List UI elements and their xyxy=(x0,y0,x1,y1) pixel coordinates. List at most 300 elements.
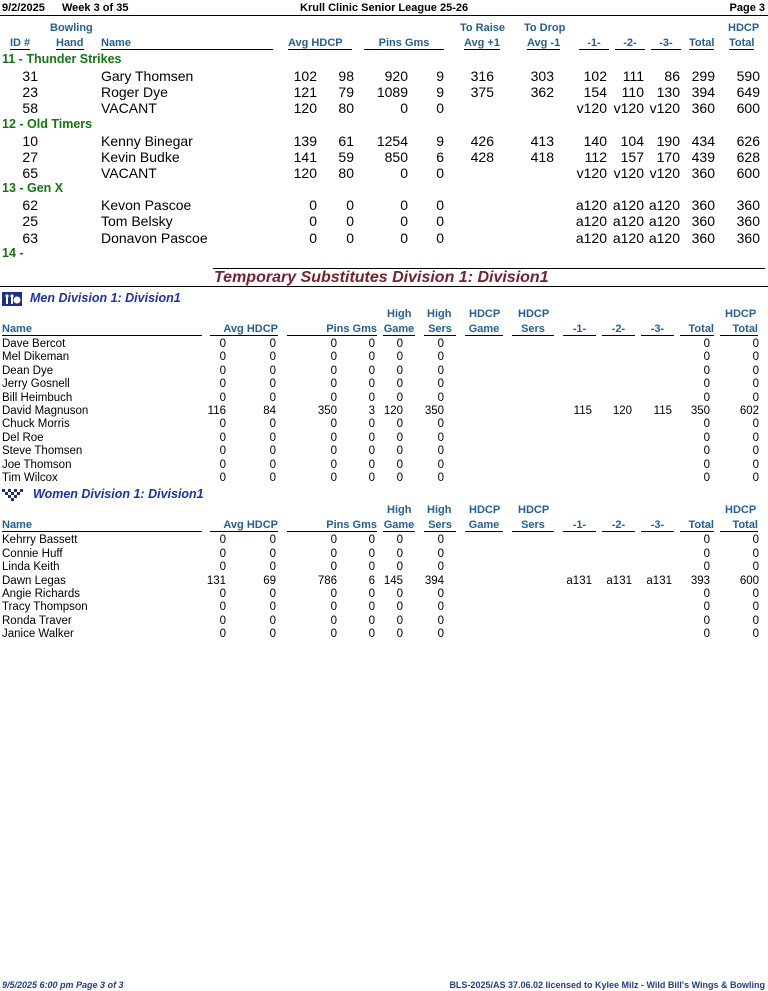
col-hand: Hand xyxy=(56,37,84,49)
bowler-id: 27 xyxy=(22,148,38,165)
sub-games: 0 xyxy=(368,561,375,574)
col-game2: -2- xyxy=(602,519,635,532)
game3-score: 190 xyxy=(656,132,680,149)
sub-pins: 0 xyxy=(330,351,337,364)
col-total: Total xyxy=(689,37,715,49)
bowler-name: VACANT xyxy=(101,165,157,181)
game3-score: 86 xyxy=(664,68,680,84)
sub-total: 350 xyxy=(690,405,710,417)
section-title: Men Division 1: Division1 xyxy=(30,291,181,305)
bowler-average: 0 xyxy=(309,213,317,230)
sub-handicap: 0 xyxy=(269,588,276,600)
bowler-games: 9 xyxy=(436,68,444,84)
bowler-id: 23 xyxy=(22,84,38,101)
col-hdcp-total: Total xyxy=(720,519,758,532)
sub-name: Joe Thomson xyxy=(2,458,72,471)
bowler-pins: 0 xyxy=(400,197,408,214)
sub-handicap: 0 xyxy=(269,561,276,574)
col-id: ID # xyxy=(10,37,31,49)
game2-score: v120 xyxy=(613,100,644,117)
sub-name: Steve Thomsen xyxy=(2,445,83,458)
sub-total: 0 xyxy=(703,364,710,377)
sub-pins: 0 xyxy=(330,418,337,431)
bowler-id: 63 xyxy=(22,229,38,246)
sub-handicap-total: 0 xyxy=(752,534,759,547)
sub-total: 0 xyxy=(703,378,710,391)
sub-high-game: 0 xyxy=(396,351,403,364)
sub-name: Tim Wilcox xyxy=(2,472,58,484)
sub-handicap-total: 0 xyxy=(752,561,759,574)
sub-games: 0 xyxy=(368,534,375,547)
handicap-total: 360 xyxy=(736,197,760,214)
sub-name: Bill Heimbuch xyxy=(2,391,73,404)
sub-average: 0 xyxy=(219,418,226,431)
sub-high-series: 0 xyxy=(437,601,444,614)
sub-high-game: 0 xyxy=(396,561,403,574)
col-name: Name xyxy=(101,37,273,50)
bowler-average: 120 xyxy=(293,165,317,181)
bowler-pins: 920 xyxy=(384,68,408,84)
sub-pins: 0 xyxy=(330,338,337,350)
sub-name: Jerry Gosnell xyxy=(2,378,70,391)
game3-score: 130 xyxy=(656,84,680,101)
sub-high-series: 0 xyxy=(437,588,444,600)
bowler-name: Kenny Binegar xyxy=(101,132,193,149)
bowler-pins: 1254 xyxy=(376,132,408,149)
sub-name: Kehrry Bassett xyxy=(2,534,78,547)
to-raise-value: 426 xyxy=(470,132,494,149)
sub-pins: 0 xyxy=(330,561,337,574)
sub-game3: 115 xyxy=(653,405,672,417)
sub-name: Janice Walker xyxy=(2,628,74,641)
sub-average: 0 xyxy=(219,601,226,614)
col-hdcp-total: Total xyxy=(720,323,758,336)
sub-name: Angie Richards xyxy=(2,588,80,600)
bowler-pins: 0 xyxy=(400,165,408,181)
sub-name: Dean Dye xyxy=(2,364,54,377)
team-header: 14 - xyxy=(2,245,24,260)
bowler-name: Kevin Budke xyxy=(101,148,180,165)
sub-total: 0 xyxy=(703,601,710,614)
game1-score: 102 xyxy=(583,68,607,84)
col-high-sers: Sers xyxy=(424,519,456,532)
sub-pins: 0 xyxy=(330,601,337,614)
sub-pins: 0 xyxy=(330,458,337,471)
col-game3: -3- xyxy=(651,37,681,50)
sub-games: 0 xyxy=(368,588,375,600)
sub-pins: 0 xyxy=(330,391,337,404)
sub-handicap: 0 xyxy=(269,601,276,614)
series-total: 299 xyxy=(691,68,715,84)
sub-games: 0 xyxy=(368,458,375,471)
sub-game3: a131 xyxy=(646,574,672,587)
sub-handicap-total: 0 xyxy=(752,547,759,560)
game2-score: a120 xyxy=(612,213,644,230)
bowler-pins: 0 xyxy=(400,100,408,117)
handicap-total: 649 xyxy=(736,84,760,101)
game1-score: 154 xyxy=(583,84,607,101)
col-to-drop: To Drop xyxy=(524,22,566,34)
sub-high-game: 0 xyxy=(396,472,403,484)
col-high-sers: Sers xyxy=(424,323,456,336)
sub-handicap-total: 0 xyxy=(752,391,759,404)
sub-total: 0 xyxy=(703,472,710,484)
game2-score: 110 xyxy=(621,84,644,101)
bowler-handicap: 59 xyxy=(338,148,354,165)
sub-high-series: 0 xyxy=(437,364,444,377)
series-total: 394 xyxy=(691,84,715,101)
week-label: Week 3 of 35 xyxy=(62,2,129,14)
sub-average: 0 xyxy=(219,614,226,627)
col-bowling: Bowling xyxy=(50,22,93,34)
handicap-total: 360 xyxy=(736,229,760,246)
bowler-id: 58 xyxy=(22,100,38,117)
sub-average: 116 xyxy=(207,405,226,417)
sub-high-game: 0 xyxy=(396,391,403,404)
sub-high-series: 350 xyxy=(424,405,444,417)
sub-name: Chuck Morris xyxy=(2,418,70,431)
sub-handicap: 0 xyxy=(269,431,276,444)
sub-high-series: 0 xyxy=(437,472,444,484)
bowler-pins: 850 xyxy=(384,148,408,165)
sub-handicap-total: 0 xyxy=(752,445,759,458)
sub-high-series: 0 xyxy=(437,628,444,641)
col-name: Name xyxy=(2,519,202,532)
sub-average: 0 xyxy=(219,588,226,600)
col-game1: -1- xyxy=(563,323,596,336)
series-total: 439 xyxy=(691,148,715,165)
bowler-name: Roger Dye xyxy=(101,84,168,101)
sub-handicap: 0 xyxy=(269,472,276,484)
sub-high-game: 0 xyxy=(396,364,403,377)
col-to-raise: To Raise xyxy=(460,22,506,34)
col-hdcp-sers-top: HDCP xyxy=(518,308,550,320)
col-hdcp-game: Game xyxy=(465,519,503,532)
sub-total: 0 xyxy=(703,614,710,627)
game2-score: v120 xyxy=(613,165,644,181)
sub-total: 0 xyxy=(703,458,710,471)
sub-high-game: 0 xyxy=(396,378,403,391)
bowler-id: 25 xyxy=(22,213,38,230)
col-high-game-top: High xyxy=(387,504,412,517)
sub-high-game: 0 xyxy=(396,418,403,431)
bowler-handicap: 80 xyxy=(338,165,354,181)
sub-handicap-total: 0 xyxy=(752,601,759,614)
bowler-pins: 1089 xyxy=(376,84,408,101)
sub-pins: 0 xyxy=(330,445,337,458)
sub-high-series: 0 xyxy=(437,351,444,364)
bowler-name: Kevon Pascoe xyxy=(101,197,192,214)
bowler-id: 31 xyxy=(22,68,38,84)
sub-total: 393 xyxy=(690,574,710,587)
col-game1: -1- xyxy=(579,37,609,50)
col-hdcp-total-top: HDCP xyxy=(725,504,757,517)
sub-high-game: 0 xyxy=(396,338,403,350)
team-header: 11 - Thunder Strikes xyxy=(2,52,122,66)
sub-pins: 0 xyxy=(330,472,337,484)
col-total: Total xyxy=(680,519,714,532)
sub-handicap: 69 xyxy=(263,574,276,587)
sub-handicap: 0 xyxy=(269,378,276,391)
col-pins-gms: Pins Gms xyxy=(287,323,377,336)
sub-average: 0 xyxy=(219,391,226,404)
sub-games: 0 xyxy=(368,418,375,431)
bowler-handicap: 0 xyxy=(346,197,354,214)
sub-high-game: 0 xyxy=(396,547,403,560)
sub-games: 0 xyxy=(368,628,375,641)
game1-score: a120 xyxy=(575,229,607,246)
sub-high-game: 0 xyxy=(396,588,403,600)
sub-handicap: 0 xyxy=(269,391,276,404)
sub-games: 0 xyxy=(368,391,375,404)
sub-high-game: 0 xyxy=(396,445,403,458)
game2-score: a120 xyxy=(612,197,644,214)
game3-score: a120 xyxy=(648,229,680,246)
sub-pins: 0 xyxy=(330,431,337,444)
game2-score: 104 xyxy=(620,132,644,149)
section-title: Women Division 1: Division1 xyxy=(33,487,204,502)
bowler-name: Gary Thomsen xyxy=(101,68,194,84)
sub-average: 0 xyxy=(219,445,226,458)
sub-total: 0 xyxy=(703,445,710,458)
series-total: 434 xyxy=(691,132,715,149)
game1-score: v120 xyxy=(576,100,607,117)
sub-name: Connie Huff xyxy=(2,547,63,560)
sub-high-series: 0 xyxy=(437,431,444,444)
sub-high-series: 0 xyxy=(437,614,444,627)
sub-games: 0 xyxy=(368,547,375,560)
game1-score: v120 xyxy=(576,165,607,181)
sub-high-series: 0 xyxy=(437,445,444,458)
col-hdcp-total-top: HDCP xyxy=(725,308,757,320)
col-total: Total xyxy=(680,323,714,336)
col-hdcp: HDCP xyxy=(728,22,760,34)
sub-games: 0 xyxy=(368,445,375,458)
sub-handicap-total: 0 xyxy=(752,614,759,627)
sub-game1: a131 xyxy=(566,574,592,587)
sub-average: 0 xyxy=(219,338,226,350)
sub-handicap-total: 0 xyxy=(752,418,759,431)
sub-handicap-total: 0 xyxy=(752,588,759,600)
bowler-games: 0 xyxy=(436,100,444,117)
sub-average: 0 xyxy=(219,472,226,484)
sub-average: 0 xyxy=(219,534,226,547)
sub-handicap: 0 xyxy=(269,418,276,431)
sub-handicap-total: 600 xyxy=(739,574,759,587)
bowler-games: 6 xyxy=(436,148,444,165)
sub-games: 0 xyxy=(368,601,375,614)
sub-high-game: 0 xyxy=(396,458,403,471)
bowler-pins: 0 xyxy=(400,213,408,230)
col-avg-hdcp: Avg HDCP xyxy=(288,37,352,50)
col-game3: -3- xyxy=(641,519,674,532)
bowler-average: 120 xyxy=(293,100,317,117)
to-raise-value: 375 xyxy=(470,84,494,101)
game3-score: a120 xyxy=(648,213,680,230)
sub-games: 0 xyxy=(368,614,375,627)
sub-handicap: 0 xyxy=(269,351,276,364)
col-hdcp-sers-top: HDCP xyxy=(518,504,550,517)
league-title: Krull Clinic Senior League 25-26 xyxy=(300,2,469,14)
bowler-games: 9 xyxy=(436,132,444,149)
col-hdcp-sers: Sers xyxy=(512,519,554,532)
col-high-game-top: High xyxy=(387,308,412,320)
sub-name: Dawn Legas xyxy=(2,574,66,587)
game2-score: 157 xyxy=(620,148,644,165)
sub-high-game: 0 xyxy=(396,534,403,547)
sub-games: 3 xyxy=(368,405,375,417)
sub-total: 0 xyxy=(703,628,710,641)
series-total: 360 xyxy=(691,165,715,181)
to-raise-value: 428 xyxy=(470,148,494,165)
col-pins-gms: Pins Gms xyxy=(364,37,444,50)
col-hdcp-sers: Sers xyxy=(512,323,554,336)
series-total: 360 xyxy=(691,229,715,246)
subs-title: Temporary Substitutes Division 1: Division1 xyxy=(214,269,549,286)
sub-average: 0 xyxy=(219,431,226,444)
to-drop-value: 362 xyxy=(530,84,554,101)
bowler-handicap: 80 xyxy=(338,100,354,117)
bowler-id: 65 xyxy=(22,165,38,181)
sub-handicap: 0 xyxy=(269,458,276,471)
sub-games: 0 xyxy=(368,378,375,391)
sub-high-series: 0 xyxy=(437,547,444,560)
col-game3: -3- xyxy=(641,323,674,336)
sub-high-series: 0 xyxy=(437,391,444,404)
col-high-sers-top: High xyxy=(427,308,452,320)
game3-score: a120 xyxy=(648,197,680,214)
sub-total: 0 xyxy=(703,418,710,431)
bowler-average: 121 xyxy=(293,84,317,101)
handicap-total: 600 xyxy=(736,165,760,181)
sub-handicap-total: 0 xyxy=(752,338,759,350)
sub-handicap-total: 0 xyxy=(752,378,759,391)
sub-high-series: 0 xyxy=(437,458,444,471)
sub-pins: 0 xyxy=(330,547,337,560)
to-drop-value: 413 xyxy=(530,132,554,149)
sub-name: Mel Dikeman xyxy=(2,351,70,364)
sub-high-game: 0 xyxy=(396,601,403,614)
sub-average: 0 xyxy=(219,364,226,377)
sub-average: 0 xyxy=(219,458,226,471)
sub-name: David Magnuson xyxy=(2,405,89,417)
col-avg-hdcp: Avg HDCP xyxy=(210,323,278,336)
bowler-handicap: 61 xyxy=(338,132,354,149)
bowler-handicap: 79 xyxy=(338,84,354,101)
col-hdcp-total: Total xyxy=(729,37,755,49)
bowler-games: 0 xyxy=(436,213,444,230)
sub-high-game: 120 xyxy=(383,405,403,417)
sub-high-game: 0 xyxy=(396,614,403,627)
col-high-game: Game xyxy=(383,323,415,335)
handicap-total: 360 xyxy=(736,213,760,230)
sub-pins: 0 xyxy=(330,628,337,641)
team-header: 12 - Old Timers xyxy=(2,116,93,131)
handicap-total: 590 xyxy=(736,68,760,84)
sub-average: 0 xyxy=(219,378,226,391)
bowler-average: 139 xyxy=(293,132,317,149)
bowler-name: Donavon Pascoe xyxy=(101,229,208,246)
header-divider xyxy=(0,15,768,16)
game1-score: a120 xyxy=(575,197,607,214)
sub-high-game: 145 xyxy=(383,574,403,587)
sub-total: 0 xyxy=(703,534,710,547)
game3-score: v120 xyxy=(649,100,680,117)
bowler-average: 141 xyxy=(293,148,317,165)
sub-handicap-total: 0 xyxy=(752,628,759,641)
game2-score: a120 xyxy=(612,229,644,246)
sub-games: 0 xyxy=(368,472,375,484)
sub-high-series: 0 xyxy=(437,561,444,574)
sub-total: 0 xyxy=(703,561,710,574)
bowler-handicap: 98 xyxy=(338,68,354,84)
series-total: 360 xyxy=(691,100,715,117)
checkered-icon xyxy=(2,488,24,506)
sub-handicap: 0 xyxy=(269,445,276,458)
game1-score: a120 xyxy=(575,213,607,230)
sub-handicap-total: 0 xyxy=(752,351,759,364)
bowler-id: 10 xyxy=(22,132,38,149)
handicap-total: 628 xyxy=(736,148,760,165)
handicap-total: 626 xyxy=(736,132,760,149)
game1-score: 112 xyxy=(584,148,607,165)
bowler-handicap: 0 xyxy=(346,229,354,246)
sub-high-game: 0 xyxy=(396,431,403,444)
sub-name: Tracy Thompson xyxy=(2,601,88,614)
page-number: Page 3 xyxy=(729,2,765,14)
footer-license: BLS-2025/AS 37.06.02 licensed to Kylee Milz - Wild Bill's Wings & Bowling xyxy=(449,980,765,990)
sub-handicap-total: 0 xyxy=(752,472,759,484)
sub-total: 0 xyxy=(703,431,710,444)
col-avg-minus1: Avg -1 xyxy=(527,37,561,49)
sub-average: 131 xyxy=(206,574,226,587)
game3-score: v120 xyxy=(649,165,680,181)
sub-high-series: 0 xyxy=(437,534,444,547)
sub-total: 0 xyxy=(703,588,710,600)
sub-total: 0 xyxy=(703,351,710,364)
sub-pins: 0 xyxy=(330,588,337,600)
col-game2: -2- xyxy=(602,323,635,336)
sub-total: 0 xyxy=(703,338,710,350)
col-high-sers-top: High xyxy=(427,504,452,517)
to-raise-value: 316 xyxy=(470,68,494,84)
col-hdcp-game-top: HDCP xyxy=(469,308,501,320)
sub-pins: 0 xyxy=(330,614,337,627)
sub-games: 0 xyxy=(368,351,375,364)
col-hdcp-game: Game xyxy=(465,323,503,336)
team-header: 13 - Gen X xyxy=(2,181,64,196)
bowler-games: 0 xyxy=(436,229,444,246)
sub-handicap-total: 0 xyxy=(752,364,759,377)
sub-handicap: 0 xyxy=(269,364,276,377)
to-drop-value: 418 xyxy=(530,148,554,165)
bowler-games: 0 xyxy=(436,197,444,214)
bowler-games: 0 xyxy=(436,165,444,181)
sub-average: 0 xyxy=(219,628,226,641)
handicap-total: 600 xyxy=(736,100,760,117)
sub-high-game: 0 xyxy=(396,628,403,641)
footer-timestamp: 9/5/2025 6:00 pm Page 3 of 3 xyxy=(2,980,124,990)
sub-name: Dave Bercot xyxy=(2,338,66,350)
bowler-handicap: 0 xyxy=(346,213,354,230)
sub-name: Ronda Traver xyxy=(2,614,72,627)
sub-game2: 120 xyxy=(612,405,632,417)
series-total: 360 xyxy=(691,197,715,214)
col-name: Name xyxy=(2,323,202,336)
sub-high-series: 394 xyxy=(424,574,444,587)
sub-handicap: 0 xyxy=(269,614,276,627)
col-avg-hdcp: Avg HDCP xyxy=(210,519,278,532)
